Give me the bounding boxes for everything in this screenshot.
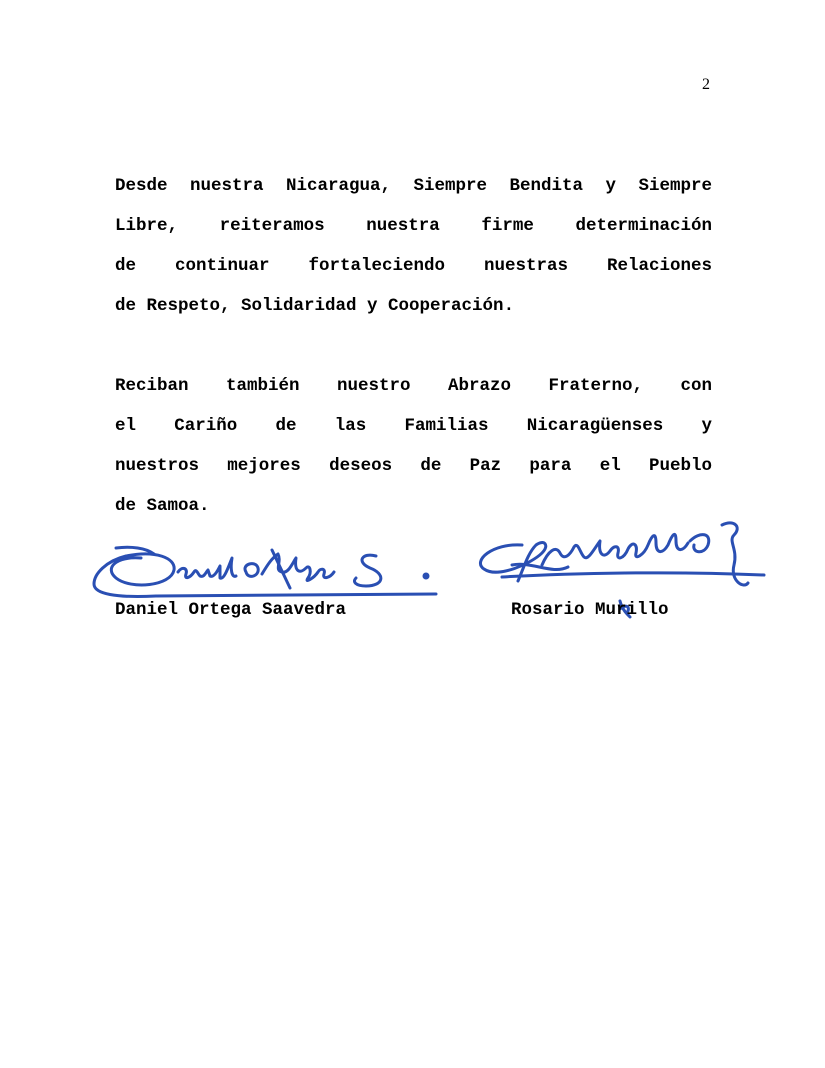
paragraph-line: Reciban también nuestro Abrazo Fraterno, con	[115, 376, 712, 396]
signer-name-rosario-murillo: Rosario Murillo	[511, 600, 669, 620]
page-number: 2	[702, 76, 710, 93]
paragraph-line: nuestros mejores deseos de Paz para el Pueblo	[115, 456, 712, 476]
paragraph-line: de continuar fortaleciendo nuestras Relaciones	[115, 256, 712, 276]
signature-daniel-ortega	[86, 528, 446, 608]
paragraph-closing	[115, 366, 712, 526]
paragraph-line: Desde nuestra Nicaragua, Siempre Bendita y Siempre	[115, 176, 712, 196]
paragraph-line: Libre, reiteramos nuestra firme determinación	[115, 216, 712, 236]
paragraph-line: de Samoa.	[115, 496, 210, 516]
signer-name-daniel-ortega: Daniel Ortega Saavedra	[115, 600, 347, 620]
signature-1-drawing	[86, 528, 446, 608]
paragraph-line: de Respeto, Solidaridad y Cooperación.	[115, 296, 515, 316]
paragraph-greeting	[115, 166, 712, 326]
paragraph-line: el Cariño de las Familias Nicaragüenses y	[115, 416, 712, 436]
